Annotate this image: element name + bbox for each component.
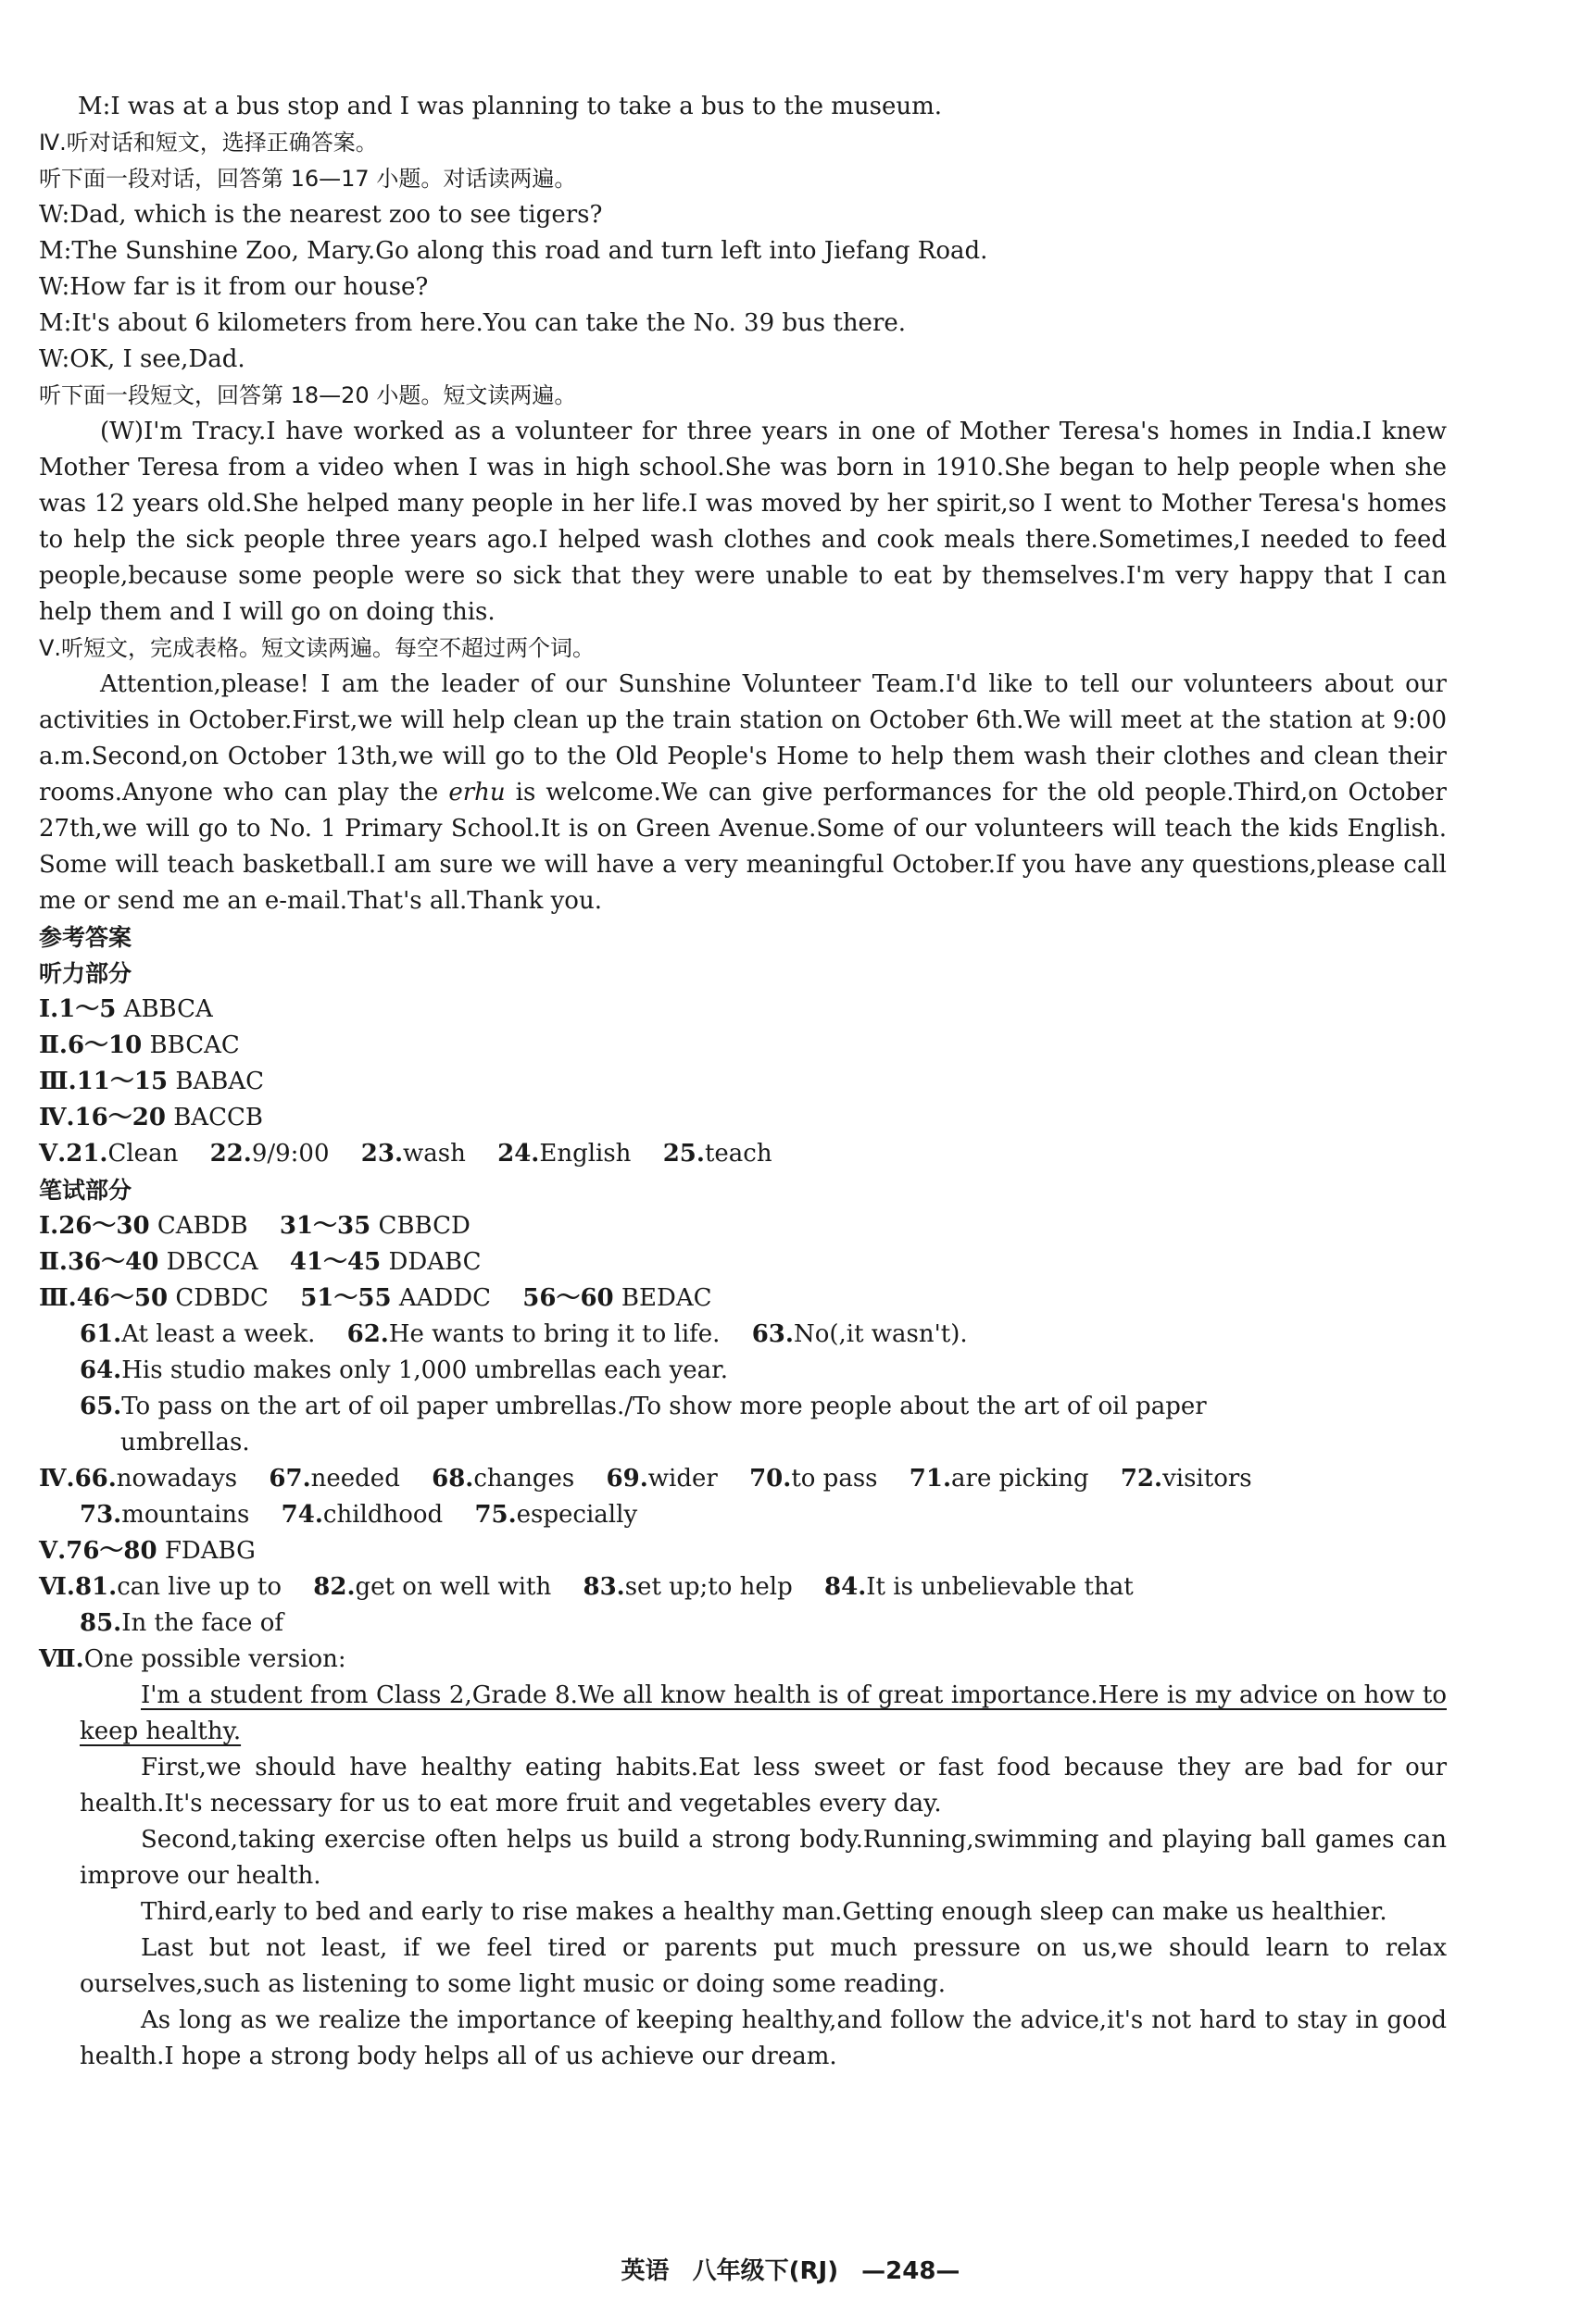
answer-row: Ⅶ.One possible version: bbox=[39, 1645, 346, 1673]
italic-word: erhu bbox=[448, 779, 506, 806]
dialog-line: W:How far is it from our house? bbox=[39, 273, 429, 301]
answer-row-cont: umbrellas. bbox=[120, 1429, 250, 1456]
essay-intro: I'm a student from Class 2,Grade 8.We all know health is of great importance.Here is my advice on how to keep healthy. bbox=[80, 1681, 1447, 1745]
answer-row: Ⅰ.26～30 CABDB 31～35 CBBCD bbox=[39, 1212, 471, 1240]
answer-row: Ⅲ.46～50 CDBDC 51～55 AADDC 56～60 BEDAC bbox=[39, 1284, 712, 1312]
passage-text-part: Attention,please! I am the leader of our Sunshine Volunteer Team.I'd like to tell our volunteers about our activities in October.First,we will help clean up the train station on October 6th.We will meet at the station at 9:00 a.m.Second,on October 13th,we will go to the Old People's Home to help them wash their clothes and clean their rooms.Anyone who can play the bbox=[39, 670, 1447, 806]
answer-row: Ⅵ.81.can live up to 82.get on well with 83.set up;to help 84.It is unbelievable that bbox=[39, 1573, 1134, 1601]
section-title: Ⅳ.听对话和短文，选择正确答案。 bbox=[39, 130, 378, 156]
page-number: —248— bbox=[861, 2257, 960, 2285]
answer-row: Ⅰ.1～5 ABBCA bbox=[39, 995, 213, 1023]
passage-intro: 听下面一段短文，回答第 18—20 小题。短文读两遍。 bbox=[39, 382, 577, 408]
answers-heading: 参考答案 bbox=[39, 924, 132, 951]
essay-paragraph: As long as we realize the importance of keeping healthy,and follow the advice,it's not hard to stay in good health.I hope a strong body helps all of us achieve our dream. bbox=[80, 2006, 1447, 2070]
footer-grade: 八年级下(RJ) bbox=[692, 2257, 839, 2285]
dialog-line: W:OK, I see,Dad. bbox=[39, 345, 245, 373]
dialog-line: M:The Sunshine Zoo, Mary.Go along this road and turn left into Jiefang Road. bbox=[39, 237, 988, 265]
dialog-line: W:Dad, which is the nearest zoo to see tigers? bbox=[39, 201, 603, 229]
passage-text: (W)I'm Tracy.I have worked as a volunteer for three years in one of Mother Teresa's homes in India.I knew Mother Teresa from a video when I was in high school.She was born in 1910.She began to help people when she was 12 years old.She helped many people in her life.I was moved by her spirit,so I went to Mother Teresa's homes to help the sick people three years ago.I helped wash clothes and cook meals there.Sometimes,I needed to feed people,because some people were so sick that they were unable to eat by themselves.I'm very happy that I can help them and I will go on doing this. bbox=[39, 418, 1447, 626]
answer-row: 73.mountains 74.childhood 75.especially bbox=[80, 1501, 638, 1529]
dialog-intro: 听下面一段对话，回答第 16—17 小题。对话读两遍。 bbox=[39, 166, 577, 192]
essay-paragraph: Second,taking exercise often helps us build a strong body.Running,swimming and playing ball games can improve our health. bbox=[80, 1826, 1447, 1890]
essay-paragraph: Third,early to bed and early to rise makes a healthy man.Getting enough sleep can make us healthier. bbox=[141, 1898, 1387, 1926]
section5-passage bbox=[39, 667, 1447, 919]
answer-row: 61.At least a week. 62.He wants to bring it to life. 63.No(,it wasn't). bbox=[80, 1320, 968, 1348]
written-heading: 笔试部分 bbox=[39, 1177, 132, 1204]
passage-text-part: is welcome.We can give performances for the old people.Third,on October 27th,we will go to No. 1 Primary School.It is on Green Avenue.Some of our volunteers will teach the kids English. Some will teach basketball.I am sure we will have a very meaningful October.If you have any questions,please call me or send me an e-mail.That's all.Thank you. bbox=[39, 779, 1447, 915]
essay-paragraph: First,we should have healthy eating habits.Eat less sweet or fast food because they are bad for our health.It's necessary for us to eat more fruit and vegetables every day. bbox=[80, 1754, 1447, 1818]
answer-row: Ⅱ.36～40 DBCCA 41～45 DDABC bbox=[39, 1248, 482, 1276]
answer-row: Ⅴ.21.Clean 22.9/9:00 23.wash 24.English 25.teach bbox=[39, 1140, 772, 1168]
answer-row: 64.His studio makes only 1,000 umbrellas each year. bbox=[80, 1356, 728, 1384]
essay-paragraph: Last but not least, if we feel tired or parents put much pressure on us,we should learn to relax ourselves,such as listening to some light music or doing some reading. bbox=[80, 1934, 1447, 1998]
footer-subject: 英语 bbox=[621, 2257, 670, 2285]
answer-row: 65.To pass on the art of oil paper umbrellas./To show more people about the art of oil paper bbox=[80, 1393, 1207, 1420]
listening-heading: 听力部分 bbox=[39, 960, 132, 987]
page-footer bbox=[0, 2252, 1581, 2286]
answer-row: Ⅱ.6～10 BBCAC bbox=[39, 1031, 240, 1059]
section-title: Ⅴ.听短文，完成表格。短文读两遍。每空不超过两个词。 bbox=[39, 635, 596, 661]
dialog-line: M:It's about 6 kilometers from here.You can take the No. 39 bus there. bbox=[39, 309, 907, 337]
answer-row: Ⅴ.76～80 FDABG bbox=[39, 1537, 256, 1565]
answer-row: Ⅳ.66.nowadays 67.needed 68.changes 69.wider 70.to pass 71.are picking 72.visitors bbox=[39, 1465, 1252, 1493]
answer-row: 85.In the face of bbox=[80, 1609, 283, 1637]
answer-row: Ⅳ.16～20 BACCB bbox=[39, 1104, 263, 1131]
model-essay bbox=[39, 1678, 1447, 2075]
answer-row: Ⅲ.11～15 BABAC bbox=[39, 1068, 265, 1095]
dialog-line: M:I was at a bus stop and I was planning to take a bus to the museum. bbox=[78, 93, 943, 120]
